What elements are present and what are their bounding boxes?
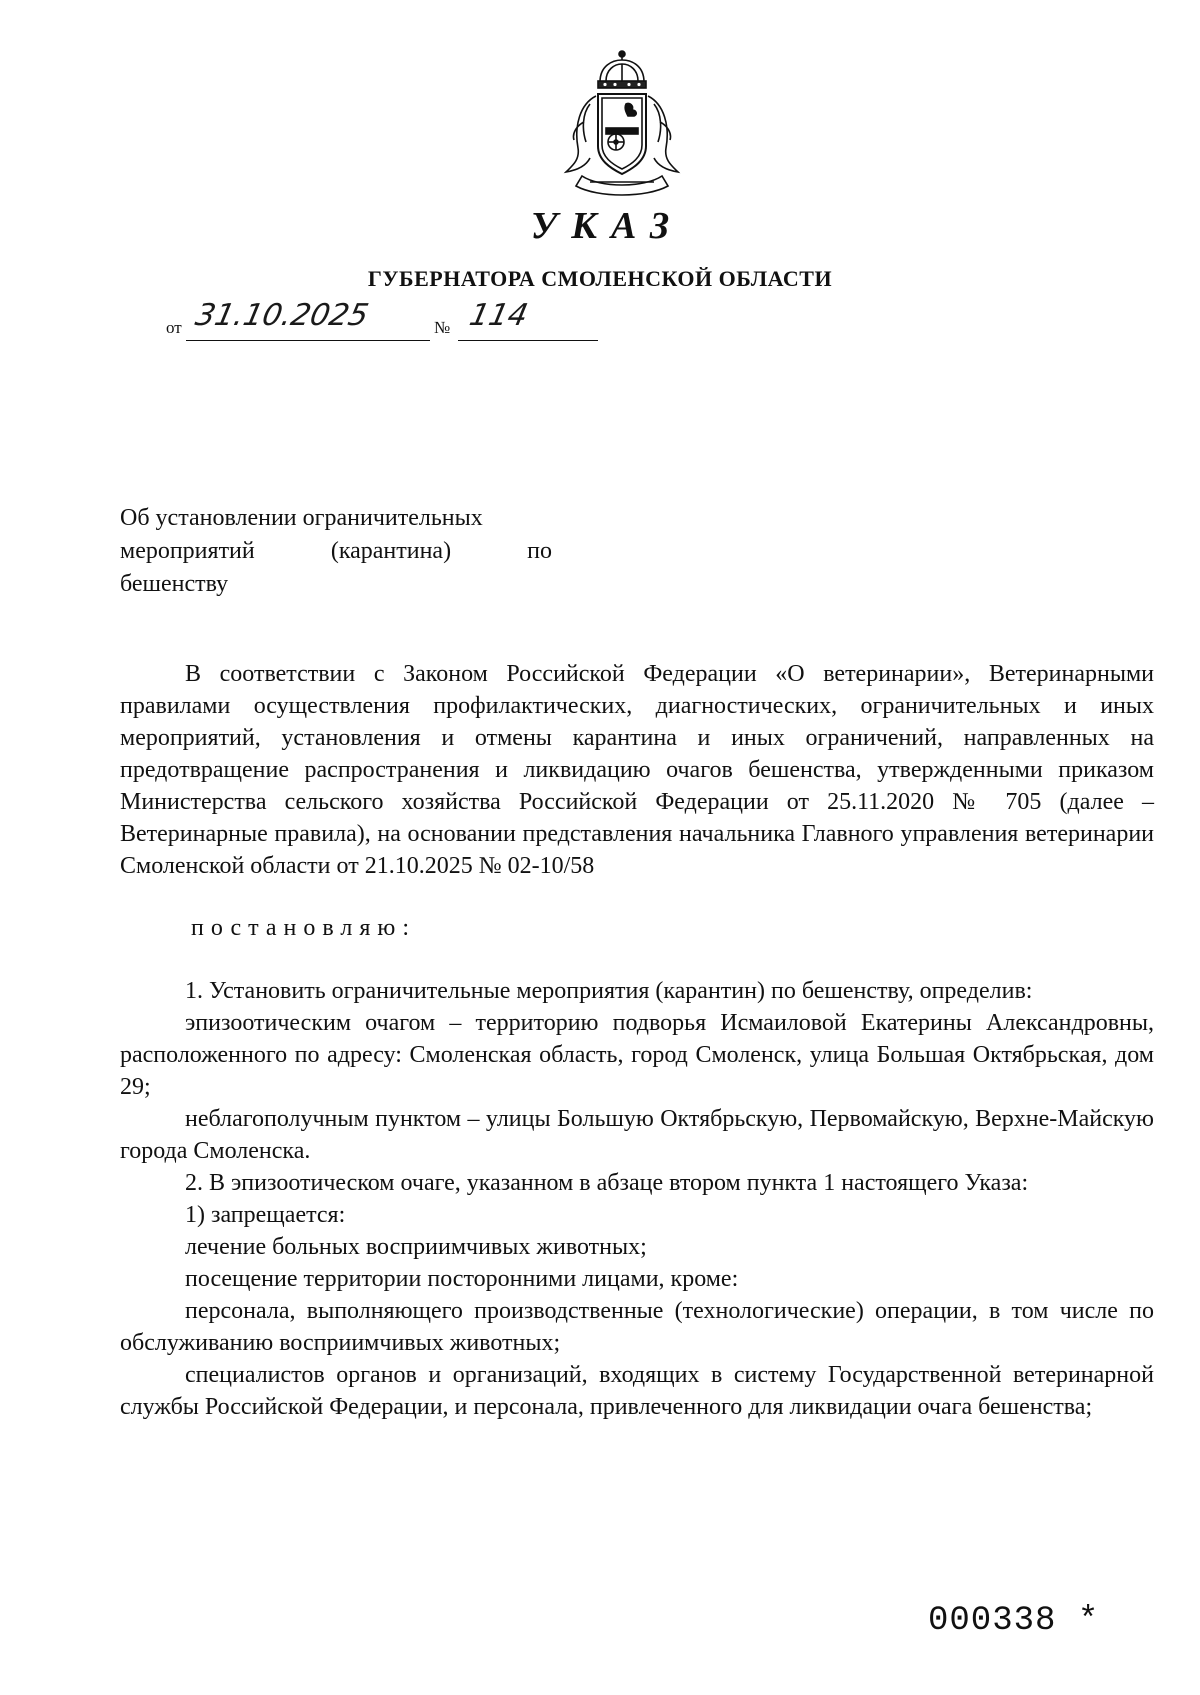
clause-2-1-b: посещение территории посторонними лицами, кроме: — [185, 1266, 739, 1292]
number-label: № — [434, 318, 451, 337]
document-subject — [120, 502, 552, 601]
subject-line: Об установлении ограничительных — [120, 505, 483, 531]
clause-2-1-a: лечение больных восприимчивых животных; — [185, 1234, 647, 1260]
document-body — [120, 658, 1154, 1423]
preamble-paragraph: В соответствии с Законом Российской Федерации «О ветеринарии», Ветеринарными правилами осуществления профилактических, диагностических, ограничительных и иных мероприятий, установления и отмены карантина и иных ограничений, направленных на предотвращение распространения и ликвидацию очагов бешенства, утвержденными приказом Министерства сельского хозяйства Российской Федерации от 25.11.2020 № 705 (далее – Ветеринарные правила), на основании представления начальника Главного управления ветеринарии Смоленской области от 21.10.2025 № 02-10/58 — [120, 661, 1154, 879]
document-issuer: ГУБЕРНАТОРА СМОЛЕНСКОЙ ОБЛАСТИ — [367, 266, 833, 291]
clause-2-1: 1) запрещается: — [185, 1202, 346, 1228]
clause-1: 1. Установить ограничительные мероприятия (карантин) по бешенству, определив: — [185, 978, 1033, 1004]
date-label: от — [166, 318, 182, 337]
clause-2-1-b1: персонала, выполняющего производственные (технологические) операции, в том числе по обслуживанию восприимчивых животных; — [120, 1298, 1154, 1356]
clause-1-point: неблагополучным пунктом – улицы Большую Октябрьскую, Первомайскую, Верхне-Майскую города Смоленска. — [120, 1106, 1154, 1164]
clause-2-1-b2: специалистов органов и организаций, входящих в систему Государственной ветеринарной службы Российской Федерации, и персонала, привлеченного для ликвидации очага бешенства; — [120, 1362, 1154, 1420]
subject-line: бешенству — [120, 571, 229, 597]
decree-word: постановляю: — [191, 915, 416, 941]
handwritten-number: 114 — [466, 298, 531, 333]
coat-of-arms-emblem — [560, 48, 684, 198]
clause-2: 2. В эпизоотическом очаге, указанном в абзаце втором пункта 1 настоящего Указа: — [185, 1170, 1029, 1196]
clause-1-focus: эпизоотическим очагом – территорию подворья Исмаиловой Екатерины Александровны, расположенного по адресу: Смоленская область, город Смоленск, улица Большая Октябрьская, дом 29; — [120, 1010, 1154, 1100]
handwritten-date: 31.10.2025 — [192, 298, 372, 333]
document-title: УКАЗ — [530, 205, 684, 247]
serial-number: 000338 * — [928, 1602, 1100, 1640]
subject-line: мероприятий (карантина) по — [120, 538, 552, 564]
